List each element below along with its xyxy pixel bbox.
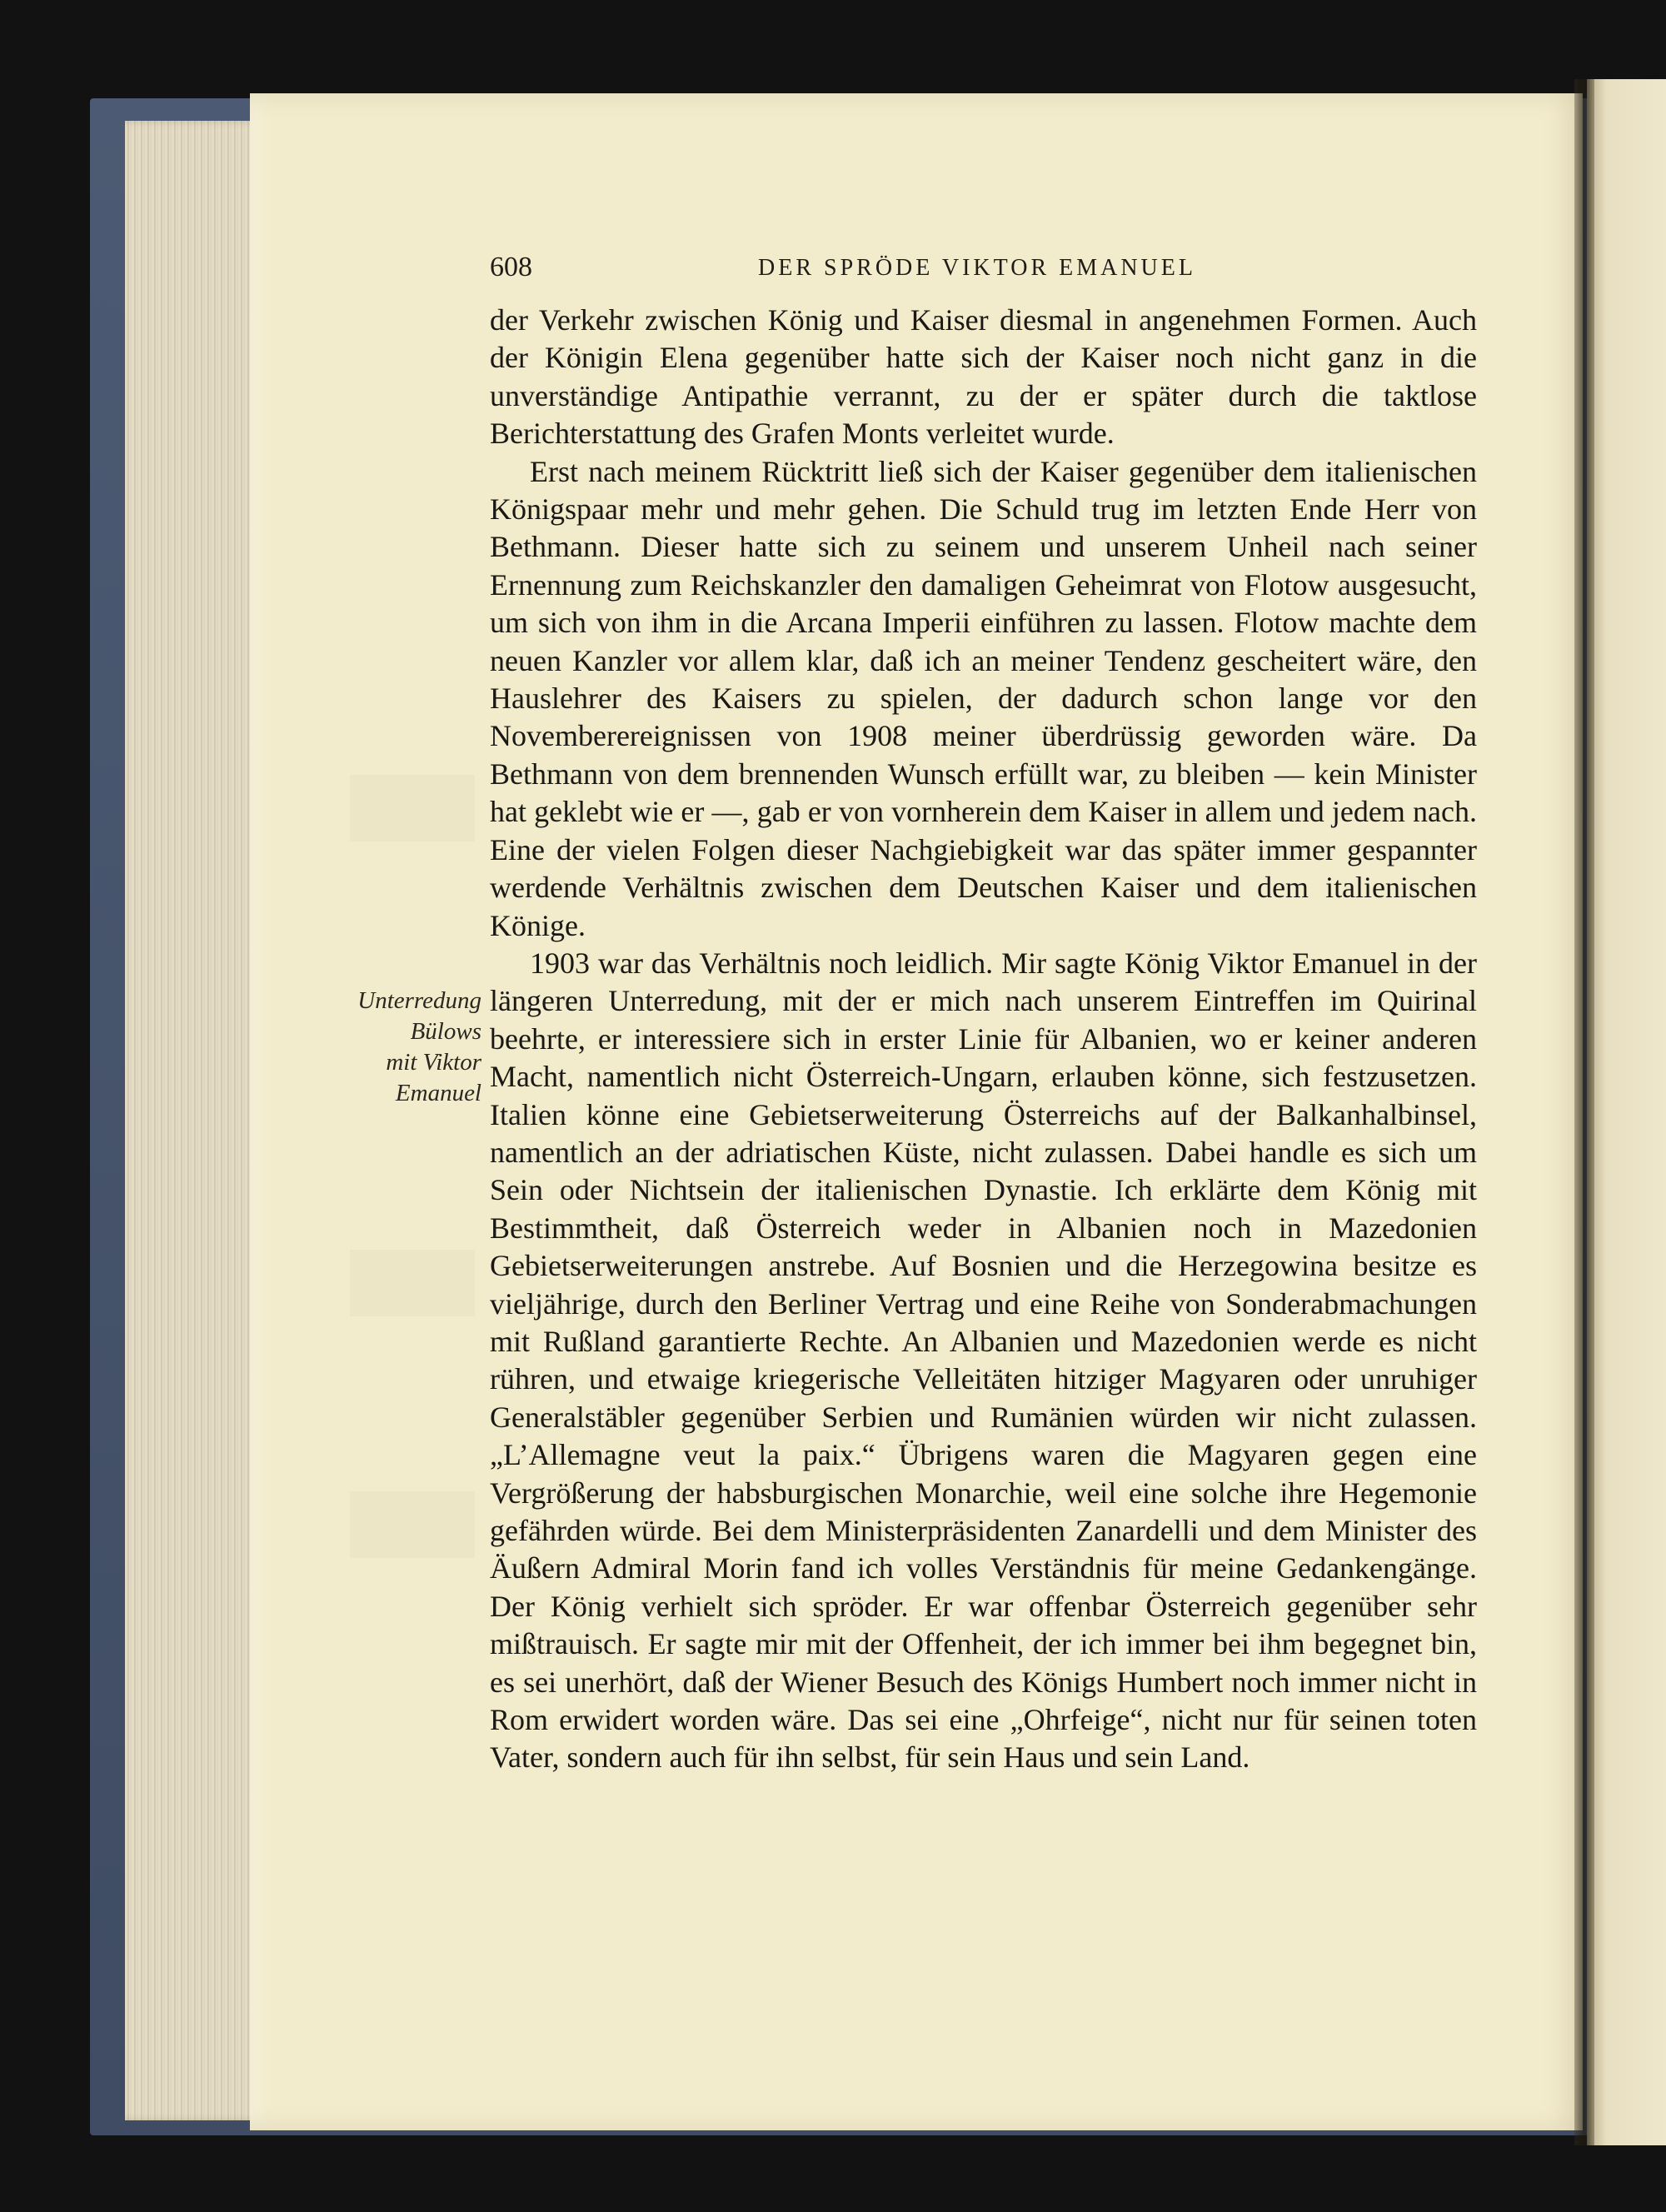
bleed-through [350,775,475,841]
paragraph: Erst nach meinem Rücktritt ließ sich der Kaiser gegenüber dem italienischen Königspaar mehr und mehr gehen. Die Schuld trug im letzten Ende Herr von Bethmann. Dieser hatte sich zu seinem und unserem Unheil nach seiner Ernennung zum Reichskanzler den damaligen Geheimrat von Flotow ausgesucht, um sich von ihm in die Arcana Imperii einführen zu lassen. Flotow machte dem neuen Kanzler vor allem klar, daß ich an meiner Tendenz gescheitert wäre, den Hauslehrer des Kaisers zu spielen, der dadurch schon lange vor den Novemberereignissen von 1908 meiner überdrüssig geworden wäre. Da Bethmann von dem brennenden Wunsch erfüllt war, zu bleiben — kein Minister hat geklebt wie er —, gab er von vornherein dem Kaiser in allem und jedem nach. Eine der vielen Folgen dieser Nachgiebigkeit war das später immer gespannter werdende Verhältnis zwischen dem Deutschen Kaiser und dem italienischen Könige. [490,454,1477,942]
margin-note-line: Emanuel [395,1080,481,1106]
margin-note [318,986,481,1109]
body-text [490,302,1477,1777]
paragraph: 1903 war das Verhältnis noch leidlich. Mir sagte König Viktor Emanuel in der längeren Unterredung, mit der er mich nach unserem Eintreffen im Quirinal beehrte, er interessiere sich in erster Linie für Albanien, wo er keiner anderen Macht, namentlich nicht Österreich-Ungarn, erlauben könne, sich festzusetzen. Italien könne eine Gebietserweiterung Österreichs auf der Balkanhalbinsel, namentlich an der adriatischen Küste, nicht zulassen. Dabei handle es sich um Sein oder Nichtsein der italienischen Dynastie. Ich erklärte dem König mit Bestimmtheit, daß Österreich weder in Albanien noch in Mazedonien Gebietserweiterungen anstrebe. Auf Bosnien und die Herzegowina besitze es vieljährige, durch den Berliner Vertrag und eine Reihe von Sonderabmachungen mit Rußland garantierte Rechte. An Albanien und Mazedonien werde es nicht rühren, und etwaige kriegerische Velleitäten hitziger Magyaren oder unruhiger Generalstäbler gegenüber Serbien und Rumänien würden wir nicht zulassen. „L’Allemagne veut la paix.“ Übrigens waren die Magyaren gegen eine Vergrößerung der habsburgischen Monarchie, weil eine solche ihre Hegemonie gefährden würde. Bei dem Ministerpräsidenten Zanardelli und dem Minister des Äußern Admiral Morin fand ich volles Verständnis für meine Gedankengänge. Der König verhielt sich spröder. Er war offenbar Österreich gegenüber sehr mißtrauisch. Er sagte mir mit der Offenheit, der ich immer bei ihm begegnet bin, es sei unerhört, daß der Wiener Besuch des Königs Humbert noch immer nicht in Rom erwidert worden wäre. Das sei eine „Ohrfeige“, nicht nur für seinen toten Vater, sondern auch für ihn selbst, für sein Haus und sein Land. [490,946,1477,1775]
margin-note-line: Bülows [410,1018,481,1045]
running-title: DER SPRÖDE VIKTOR EMANUEL [758,255,1196,281]
paragraph: der Verkehr zwischen König und Kaiser diesmal in angenehmen Formen. Auch der Königin Elena gegenüber hatte sich der Kaiser noch nicht ganz in die unverständige Antipathie verrannt, zu der er später durch die taktlose Berichterstattung des Grafen Monts verleitet wurde. [490,303,1477,451]
bleed-through [350,1250,475,1316]
book-gutter [1574,79,1594,2145]
page-number: 608 [490,252,532,282]
page-edges [125,121,267,2120]
margin-note-line: Unterredung [357,987,481,1014]
running-header [490,252,1473,293]
margin-note-line: mit Viktor [386,1049,481,1076]
facing-page-edge [1587,79,1666,2145]
bleed-through [350,1491,475,1558]
